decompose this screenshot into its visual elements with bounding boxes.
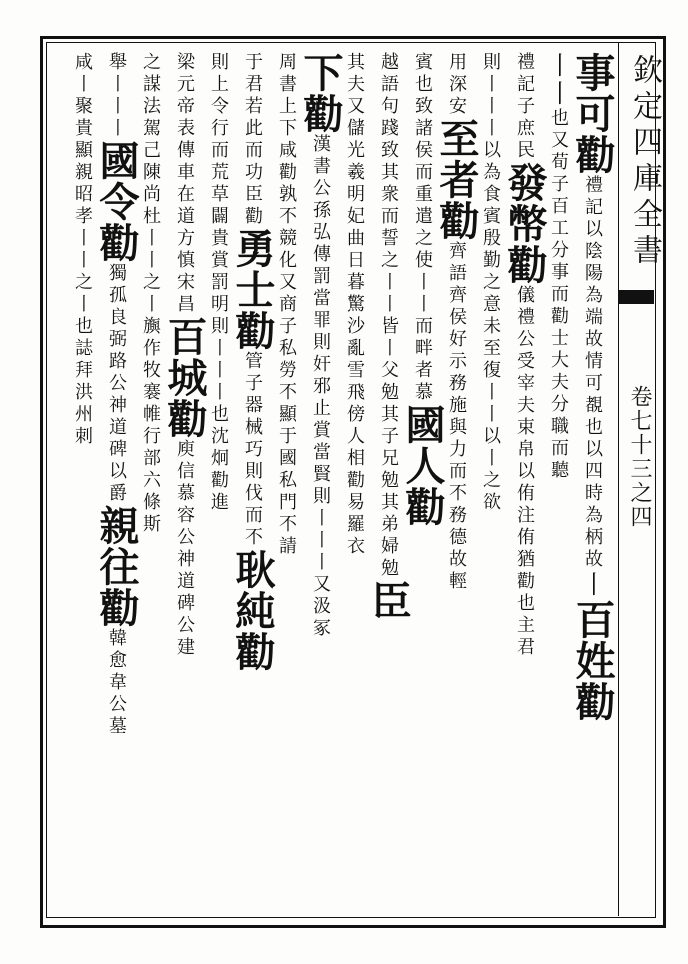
annotation-text: 則丨丨丨 xyxy=(480,52,501,140)
text-column-8 xyxy=(334,52,374,912)
annotation-text: 漢書公孫弘傳罰當罪則奸邪止賞當賢則丨丨丨又汲冢 xyxy=(310,134,331,640)
annotation-text: 韓愈韋公墓 xyxy=(106,628,127,738)
annotation-text: 于君若此而功臣勸 xyxy=(242,52,263,228)
annotation-text: 獨孤良弼路公神道碑以爵 xyxy=(106,263,127,505)
annotation-text: 禮記子庶民 xyxy=(514,52,535,162)
annotation-text: 用深安 xyxy=(446,52,467,118)
entry-heading: 國人勸 xyxy=(399,404,446,527)
annotation-text: 沈炯勸進 xyxy=(208,426,229,514)
annotation-text: 其夫又儲光羲明妃曲日暮驚沙亂雪飛傍人相勸易羅衣 xyxy=(344,52,365,558)
annotation-text: 也又荀子百工分事而勸士大夫分職而聽 xyxy=(548,108,569,482)
entry-heading: 事可勸 xyxy=(569,52,616,175)
text-column-13 xyxy=(161,52,208,912)
annotation-text: 丨丨 xyxy=(544,52,573,108)
annotation-text: 庾信慕容公神道碑公建 xyxy=(174,439,195,659)
fish-tail-mark xyxy=(618,290,654,304)
annotation-text: 梁元帝表傳車在道方慎宋昌 xyxy=(174,52,195,316)
annotation-text: 儀禮公受宰夫束帛以侑注侑猶勸也主君 xyxy=(514,285,535,659)
annotation-text: 齊語齊侯好示務施與力而不務德故輕 xyxy=(446,241,467,593)
annotation-text: 賓也 xyxy=(412,52,433,96)
annotation-text: 禮記以陰陽為端故情可覩也以四時為柄故 xyxy=(582,175,603,571)
text-column-9 xyxy=(297,52,344,912)
annotation-text: 聚貴顯親昭孝丨丨之丨也 xyxy=(72,96,93,338)
annotation-text: 咸丨 xyxy=(72,52,93,96)
annotation-text: 致諸侯而重遣之使丨丨而畔者慕 xyxy=(412,96,433,404)
entry-heading: 百姓勸 xyxy=(569,599,616,722)
entry-heading: 耿純勸 xyxy=(229,549,276,672)
entry-heading: 下勸 xyxy=(297,52,344,134)
annotation-text: 周書上下咸勸孰不競化又商子私勞不顯于國私門不請 xyxy=(276,52,297,558)
annotation-text: 旟作牧褰帷行部六條斯 xyxy=(140,316,161,536)
text-column-3 xyxy=(501,52,548,912)
text-column-6 xyxy=(399,52,446,912)
text-column-11 xyxy=(229,52,276,912)
entry-heading: 親往勸 xyxy=(93,505,140,628)
entry-heading: 發幣勸 xyxy=(501,162,548,285)
annotation-text: 以為食賓殷勤之意未至復丨丨以丨之欲 xyxy=(480,140,501,514)
text-column-12 xyxy=(198,52,238,912)
text-column-10 xyxy=(266,52,306,912)
margin-title: 欽定四庫全書 xyxy=(627,54,662,270)
annotation-text: 越語句踐致其衆而誓之丨丨皆丨父勉其子兄勉其弟婦勉 xyxy=(378,52,399,580)
entry-heading: 百城勸 xyxy=(161,316,208,439)
margin-volume: 卷七十三之四 xyxy=(627,385,652,529)
annotation-text: 丨 xyxy=(578,571,607,599)
text-column-7 xyxy=(365,52,412,912)
entry-heading: 國令勸 xyxy=(93,140,140,263)
annotation-text: 誌拜洪州刺 xyxy=(72,338,93,448)
text-column-16 xyxy=(62,52,102,912)
annotation-text: 則上令行而荒草闢 xyxy=(208,52,229,228)
entry-heading: 勇士勸 xyxy=(229,228,276,351)
text-column-1 xyxy=(569,52,616,912)
annotation-text: 管子器械巧則伐而不 xyxy=(242,351,263,549)
entry-heading: 臣 xyxy=(365,580,412,621)
annotation-text: 之謀法駕己陳尚杜丨丨之丨 xyxy=(140,52,161,316)
annotation-text: 舉丨丨丨 xyxy=(106,52,127,140)
text-column-15 xyxy=(93,52,140,912)
entry-heading: 至者勸 xyxy=(433,118,480,241)
annotation-text: 貴賞罰明則丨丨丨也 xyxy=(208,228,229,426)
